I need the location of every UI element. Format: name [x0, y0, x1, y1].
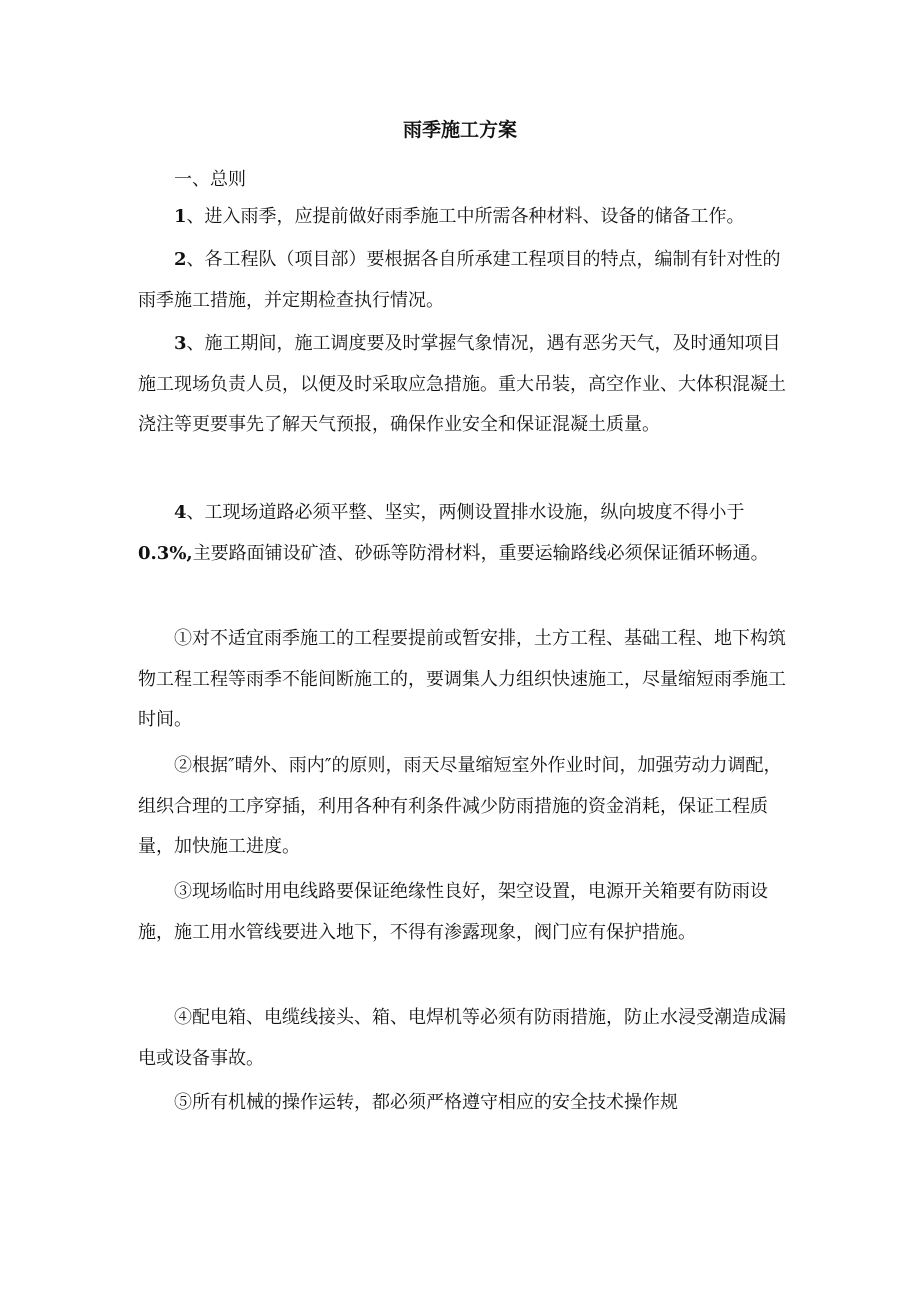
item-number: 4	[174, 502, 187, 523]
subitem-1: ①对不适宜雨季施工的工程要提前或暂安排，土方工程、基础工程、地下构筑物工程工程等雨季不能间断施工的，要调集人力组织快速施工，尽量缩短雨季施工时间。	[138, 628, 786, 730]
item-number: 1	[174, 206, 187, 227]
subitem-5: ⑤所有机械的操作运转，都必须严格遵守相应的安全技术操作规	[174, 1092, 678, 1113]
item-number: 2	[174, 249, 187, 270]
item-bold-value: 0.3%,	[138, 542, 193, 564]
item-text: 主要路面铺设矿渣、砂砾等防滑材料，重要运输路线必须保证循环畅通。	[192, 542, 769, 564]
item-3	[138, 324, 788, 446]
subitem-4: ④配电箱、电缆线接头、箱、电焊机等必须有防雨措施，防止水浸受潮造成漏电或设备事故。	[138, 1007, 786, 1069]
item-text: 、工现场道路必须平整、坚实，两侧设置排水设施，纵向坡度不得小于	[186, 502, 745, 523]
item-number: 3	[174, 333, 187, 354]
item-text: 、施工期间，施工调度要及时掌握气象情况，遇有恶劣天气，及时通知项目施工现场负责人员，以便及时采取应急措施。重大吊装，高空作业、大体积混凝土浇注等更要事先了解天气预报，确保作业安全和保证混凝土质量。	[138, 333, 786, 435]
item-text: 、各工程队（项目部）要根据各自所承建工程项目的特点，编制有针对性的雨季施工措施，并定期检查执行情况。	[138, 249, 781, 311]
subitem-3: ③现场临时用电线路要保证绝缘性良好，架空设置，电源开关箱要有防雨设施，施工用水管线要进入地下，不得有渗露现象，阀门应有保护措施。	[138, 881, 768, 943]
section-heading: 一、总则	[174, 169, 246, 190]
document-title: 雨季施工方案	[402, 119, 517, 141]
item-2	[138, 240, 788, 321]
item-text: 、进入雨季，应提前做好雨季施工中所需各种材料、设备的储备工作。	[186, 206, 745, 227]
item-4	[138, 493, 788, 574]
item-1	[138, 197, 788, 238]
subitem-2: ②根据″晴外、雨内″的原则，雨天尽量缩短室外作业时间，加强劳动力调配，组织合理的工序穿插，利用各种有利条件减少防雨措施的资金消耗，保证工程质量，加快施工进度。	[138, 755, 782, 857]
